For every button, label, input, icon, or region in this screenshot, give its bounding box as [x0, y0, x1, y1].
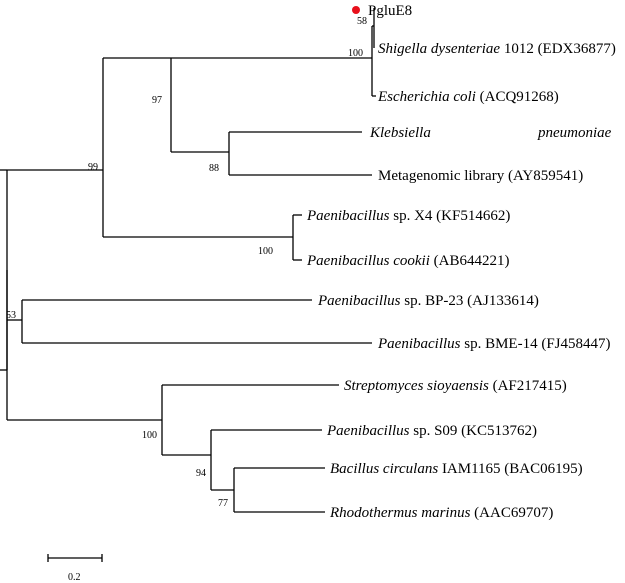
bootstrap-100-streptomyces: 100 [142, 430, 157, 441]
bootstrap-94: 94 [196, 468, 206, 479]
taxon-pgluE8: PgluE8 [368, 3, 413, 19]
taxon-paeni-bme14: Paenibacillus sp. BME-14 (FJ458447) [378, 336, 611, 352]
bootstrap-97: 97 [152, 95, 162, 106]
taxon-shigella: Shigella dysenteriae 1012 (EDX36877) [378, 41, 616, 57]
taxon-metagenomic: Metagenomic library (AY859541) [378, 168, 584, 184]
taxon-paeni-x4: Paenibacillus sp. X4 (KF514662) [307, 208, 511, 224]
highlight-marker [352, 6, 360, 14]
scale-bar [48, 554, 102, 583]
taxon-ecoli: Escherichia coli (ACQ91268) [378, 89, 559, 105]
bootstrap-100-paenibacillus: 100 [258, 246, 273, 257]
taxon-rhodothermus: Rhodothermus marinus (AAC69707) [330, 505, 554, 521]
taxon-paeni-cookii: Paenibacillus cookii (AB644221) [307, 253, 510, 269]
taxon-paeni-bp23: Paenibacillus sp. BP-23 (AJ133614) [318, 293, 539, 309]
bootstrap-77: 77 [218, 498, 228, 509]
bootstrap-100-shigella: 100 [348, 48, 363, 59]
taxon-paeni-s09: Paenibacillus sp. S09 (KC513762) [327, 423, 538, 439]
taxon-klebsiella: Klebsiella [370, 125, 431, 141]
leaf-labels [306, 3, 616, 521]
bootstrap-53: 53 [6, 310, 16, 321]
bootstrap-58: 58 [357, 16, 367, 27]
taxon-bacillus: Bacillus circulans IAM1165 (BAC06195) [330, 461, 583, 477]
taxon-streptomyces: Streptomyces sioyaensis (AF217415) [344, 378, 567, 394]
bootstrap-99: 99 [88, 162, 98, 173]
scale-bar-label: 0.2 [68, 572, 81, 583]
bootstrap-88: 88 [209, 163, 219, 174]
taxon-klebsiella-species: pneumoniae [538, 125, 612, 141]
